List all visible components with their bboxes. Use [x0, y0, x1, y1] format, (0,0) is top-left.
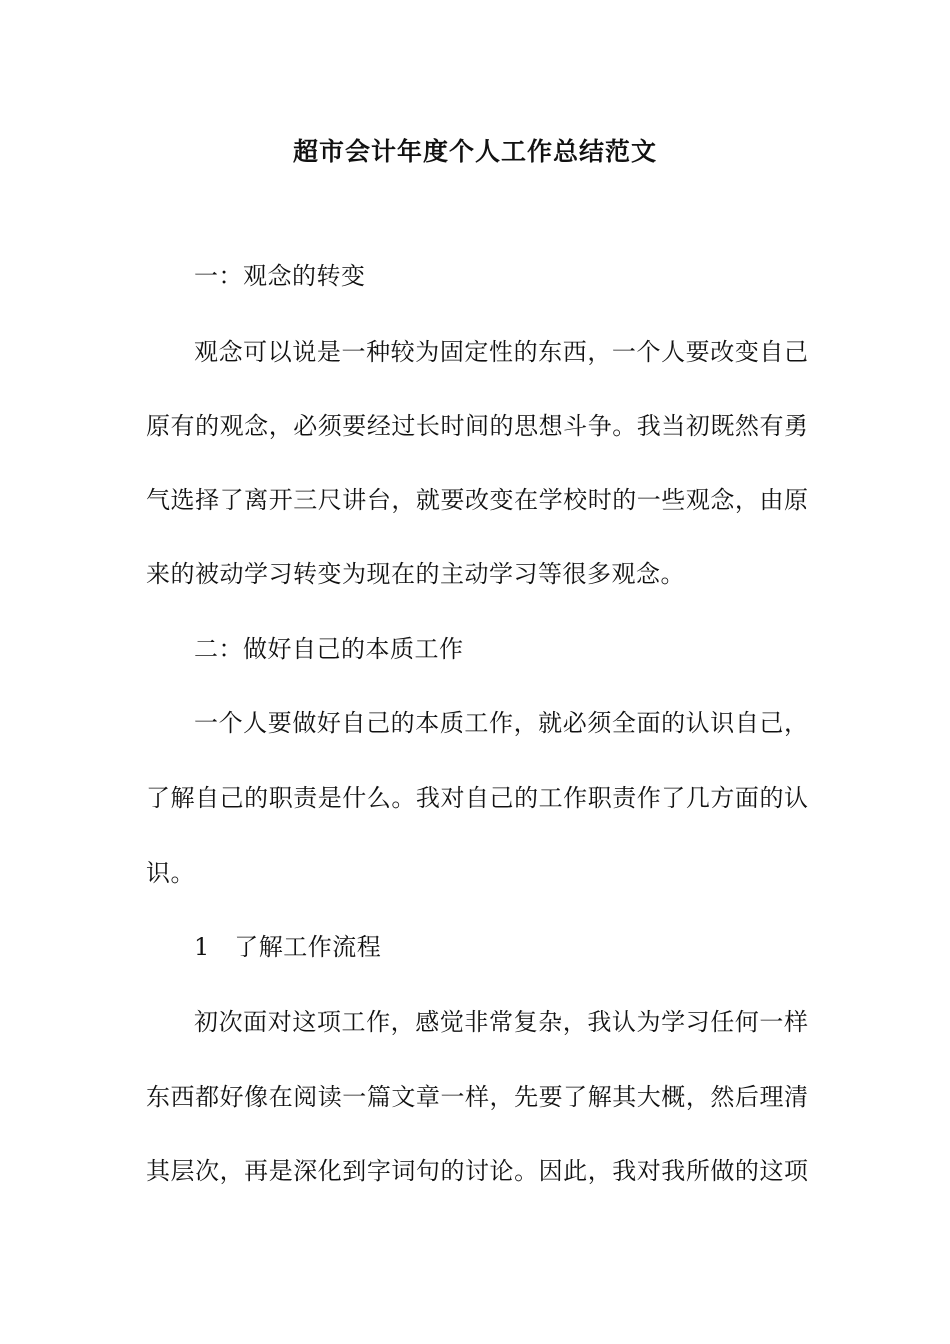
paragraph-line: 观念可以说是一种较为固定性的东西，一个人要改变自己 [194, 338, 808, 366]
paragraph-line: 来的被动学习转变为现在的主动学习等很多观念。 [146, 560, 685, 588]
paragraph-line: 一个人要做好自己的本质工作，就必须全面的认识自己， [194, 709, 808, 737]
document-title: 超市会计年度个人工作总结范文 [292, 137, 657, 166]
paragraph-line: 东西都好像在阅读一篇文章一样，先要了解其大概，然后理清 [146, 1083, 808, 1111]
paragraph-line: 识。 [146, 859, 195, 887]
subsection-heading-1: 1 了解工作流程 [194, 933, 382, 961]
section-heading-1: 一：观念的转变 [194, 262, 366, 290]
paragraph-line: 其层次，再是深化到字词句的讨论。因此，我对我所做的这项 [146, 1157, 808, 1185]
paragraph-line: 气选择了离开三尺讲台，就要改变在学校时的一些观念，由原 [146, 486, 808, 514]
section-heading-2: 二：做好自己的本质工作 [194, 635, 464, 663]
paragraph-line: 了解自己的职责是什么。我对自己的工作职责作了几方面的认 [146, 784, 808, 812]
paragraph-line: 原有的观念，必须要经过长时间的思想斗争。我当初既然有勇 [146, 412, 808, 440]
paragraph-line: 初次面对这项工作，感觉非常复杂，我认为学习任何一样 [194, 1008, 808, 1036]
